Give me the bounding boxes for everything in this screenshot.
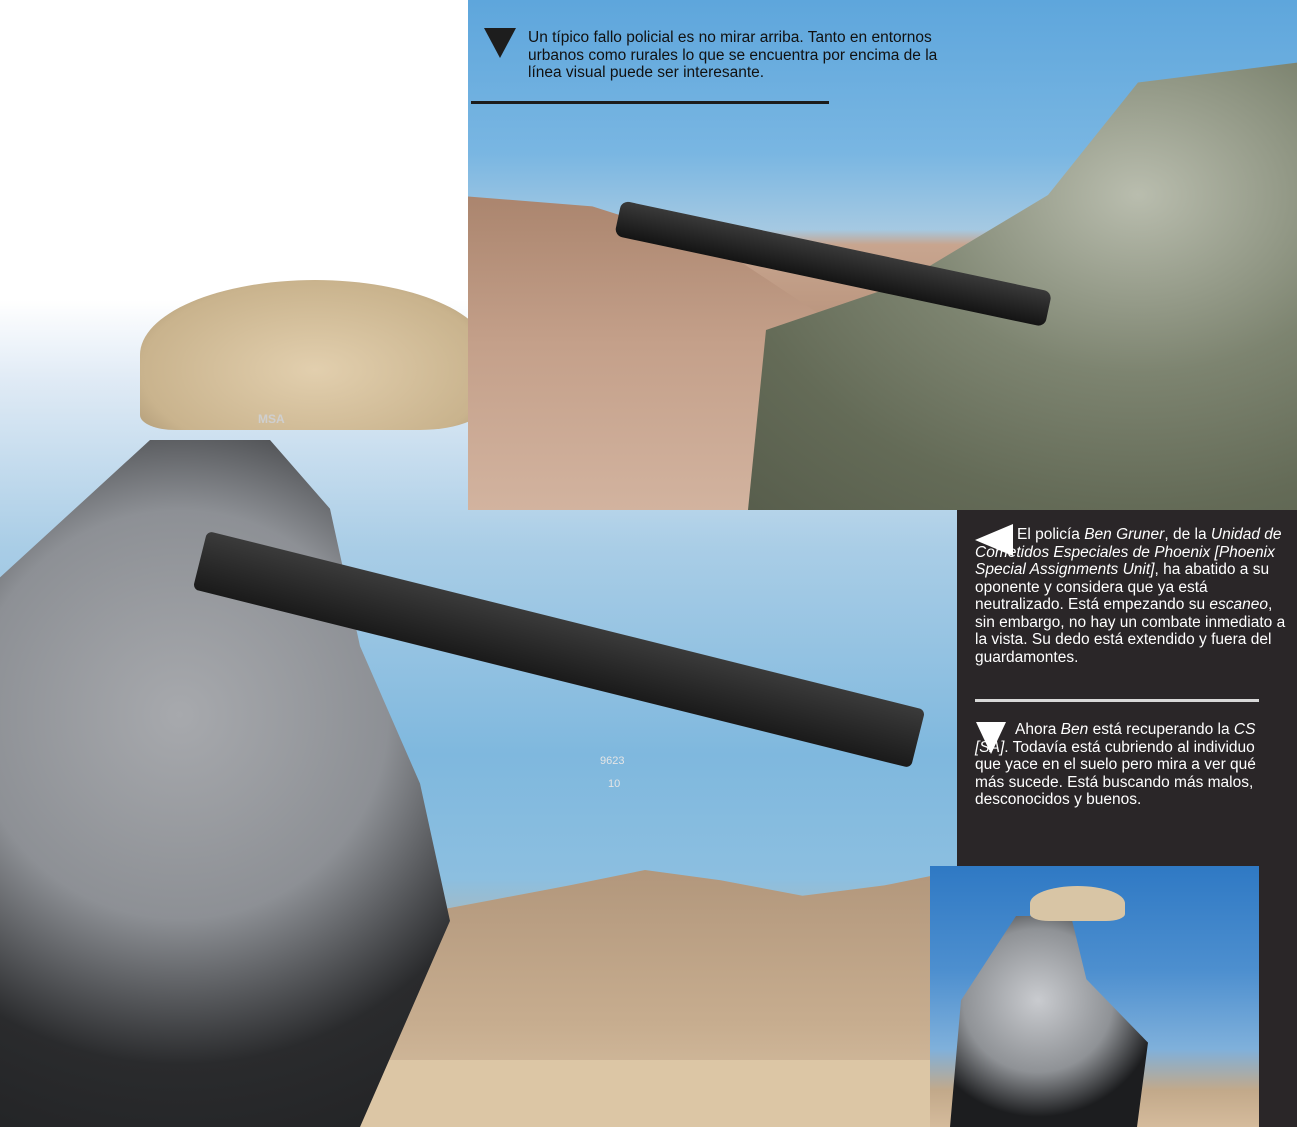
caption-middle: El policía Ben Gruner, de la Unidad de Cometidos Especiales de Phoenix [Phoenix Special Assignments Unit], ha abatido a su oponente y considera que ya está neutralizado. Está empezando su escaneo, sin embargo, no hay un combate inmediato a la vista. Su dedo está extendido y fuera del guardamontes. — [975, 526, 1286, 666]
caption-top: Un típico fallo policial es no mirar arriba. Tanto en entornos urbanos como rurales lo que se encuentra por encima de la línea visual puede ser interesante. — [528, 29, 938, 81]
caption-divider-top — [471, 101, 829, 104]
magazine-marking-1: 9623 — [600, 755, 625, 767]
inset-photo-cap — [1030, 886, 1125, 921]
photo-ground — [330, 1060, 960, 1127]
photo-cap — [140, 280, 490, 430]
inset-photo — [930, 866, 1259, 1127]
earmuff-label: MSA — [258, 412, 285, 426]
magazine-marking-2: 10 — [608, 778, 621, 790]
inset-photo-officer — [950, 916, 1170, 1127]
arrow-down-icon — [484, 28, 516, 58]
caption-divider-middle — [975, 699, 1259, 702]
caption-lower: Ahora Ben está recuperando la CS [SA]. Todavía está cubriendo al individuo que yace en el suelo pero mira a ver qué más sucede. Está buscando más malos, desconocidos y buenos. — [975, 721, 1256, 808]
